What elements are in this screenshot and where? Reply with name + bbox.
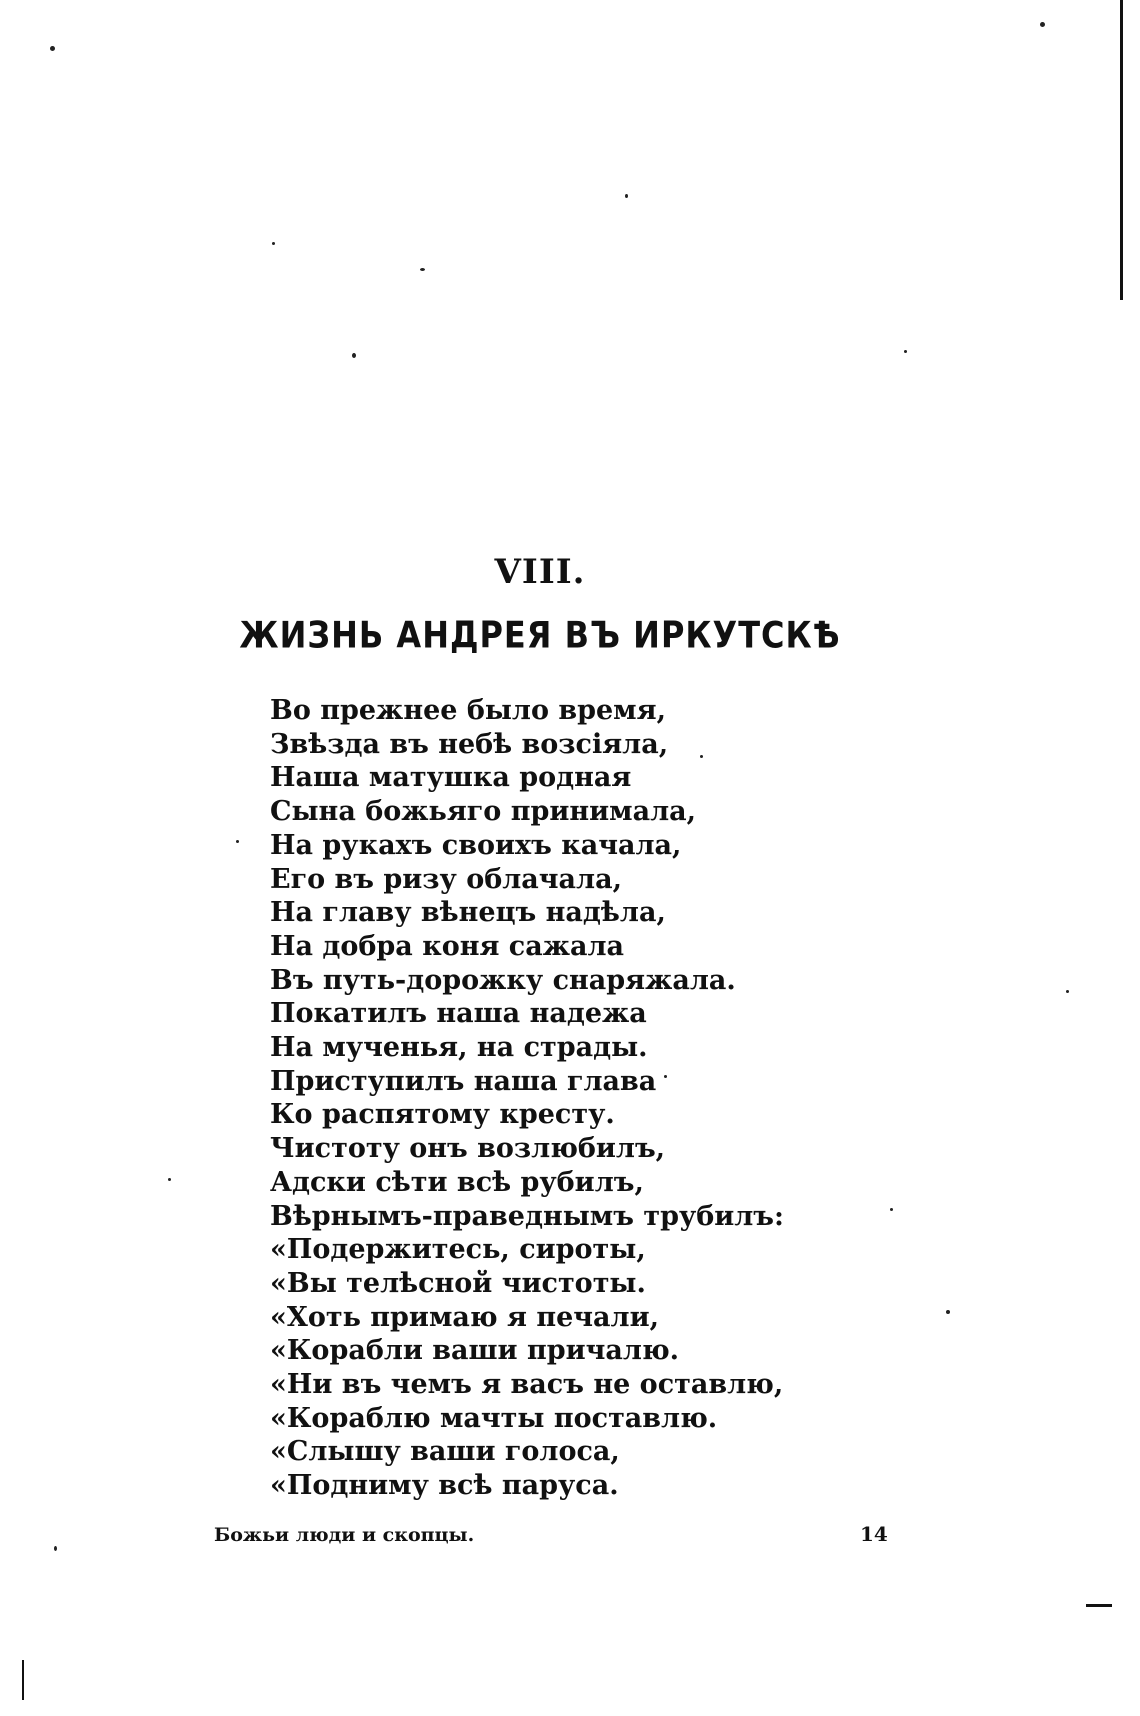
dust-speck: [54, 1546, 57, 1551]
scan-edge-line: [1120, 0, 1123, 300]
page-number: 14: [860, 1522, 888, 1546]
poem-line: На мученья, на страды.: [270, 1032, 648, 1064]
poem-line: «Хоть примаю я печали,: [270, 1301, 659, 1333]
dust-speck: [420, 268, 425, 271]
dust-speck: [890, 1208, 893, 1211]
scan-edge-mark: [1086, 1604, 1112, 1607]
poem-line: На рукахъ своихъ качала,: [270, 829, 682, 861]
poem-line: Приступилъ наша глава: [270, 1065, 657, 1097]
dust-speck: [1066, 990, 1069, 993]
poem-line: Вѣрнымъ-праведнымъ трубилъ:: [270, 1200, 784, 1232]
poem-line: Чистоту онъ возлюбилъ,: [270, 1133, 666, 1165]
poem-line: «Корабли ваши причалю.: [270, 1335, 680, 1367]
poem-line: Покатилъ наша надежа: [270, 998, 647, 1030]
poem-line: «Слышу ваши голоса,: [270, 1436, 620, 1468]
dust-speck: [236, 840, 239, 843]
poem-line: «Подержитесь, сироты,: [270, 1234, 646, 1266]
poem-line: «Кораблю мачты поставлю.: [270, 1402, 718, 1434]
scan-edge-mark: [22, 1660, 24, 1700]
poem-line: Сына божьяго принимала,: [270, 796, 697, 828]
poem-line: Его въ ризу облачала,: [270, 863, 622, 895]
dust-speck: [352, 353, 356, 358]
poem-line: Въ путь-дорожку снаряжала.: [270, 964, 736, 996]
dust-speck: [272, 242, 275, 245]
poem-line: На главу вѣнецъ надѣла,: [270, 897, 666, 929]
poem-line: На добра коня сажала: [270, 930, 625, 962]
poem-line: Адски сѣти всѣ рубилъ,: [270, 1166, 644, 1198]
poem-line: Звѣзда въ небѣ возсіяла,: [270, 728, 669, 760]
running-footer: Божьи люди и скопцы.: [214, 1524, 475, 1546]
poem-line: Наша матушка родная: [270, 762, 632, 794]
dust-speck: [50, 46, 55, 51]
chapter-number: VIII.: [494, 552, 586, 592]
poem-line: «Вы телѣсной чистоты.: [270, 1267, 646, 1299]
poem-line: «Подниму всѣ паруса.: [270, 1470, 619, 1502]
dust-speck: [904, 350, 907, 353]
poem-line: Ко распятому кресту.: [270, 1099, 615, 1131]
poem-line: «Ни въ чемъ я васъ не оставлю,: [270, 1369, 784, 1401]
dust-speck: [1040, 22, 1045, 27]
poem: [270, 694, 784, 1503]
dust-speck: [625, 194, 628, 198]
poem-line: Во прежнее было время,: [270, 695, 666, 726]
dust-speck: [168, 1178, 171, 1181]
chapter-title: ЖИЗНЬ АНДРЕЯ ВЪ ИРКУТСКѢ: [239, 613, 841, 657]
dust-speck: [946, 1310, 950, 1314]
